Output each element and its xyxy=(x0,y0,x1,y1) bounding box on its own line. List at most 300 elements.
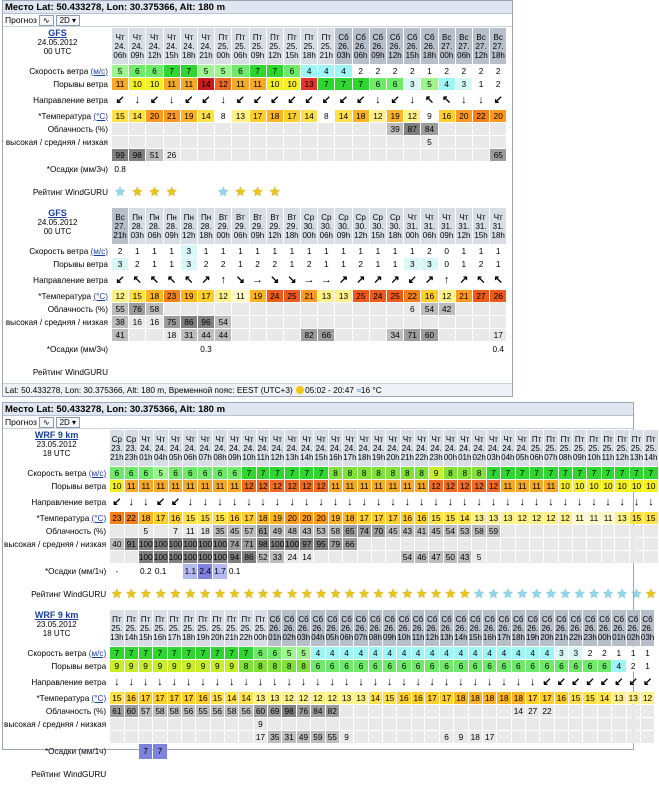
date-dates-text: 25. xyxy=(211,623,223,633)
wind-gust-cell: 13 xyxy=(301,78,317,90)
arrow-icon: ↓ xyxy=(461,93,467,106)
cloud-cell: 45 xyxy=(228,525,241,537)
precipitation-cell xyxy=(354,744,367,759)
wind-speed-cell: 6 xyxy=(110,467,123,479)
cloud-cell: 38 xyxy=(112,316,128,328)
cloud-cell xyxy=(297,718,310,730)
star-icon: ★ xyxy=(387,586,399,601)
wind-speed-cell: 0 xyxy=(439,245,455,257)
date-hours-text: 02h xyxy=(282,632,296,642)
wrf-forecast-panel xyxy=(2,402,658,779)
wind-direction-label xyxy=(4,91,111,109)
wind-direction-cell xyxy=(440,673,453,691)
forecast-tab[interactable]: Прогноз xyxy=(5,417,37,427)
date-days-text: Пт xyxy=(241,614,251,624)
cloud-cell: 39 xyxy=(387,123,403,135)
wind-gust-label xyxy=(4,258,111,270)
wind-direction-label-text: Направление ветра xyxy=(33,95,108,105)
date-days-text: Чт xyxy=(230,434,240,444)
precipitation-row xyxy=(4,162,506,177)
date-days-text: Чт xyxy=(517,434,527,444)
date-hours-text: 14h xyxy=(454,632,468,642)
precipitation-cell xyxy=(301,162,317,177)
wind-gust-cell: 9 xyxy=(211,660,224,672)
cloud-cell xyxy=(439,316,455,328)
date-dates-text: 27. xyxy=(492,41,504,51)
date-hours-text: 18h xyxy=(285,230,299,240)
temperature-cell: 18 xyxy=(146,290,162,302)
temperature-label-unit-link[interactable]: (°C) xyxy=(91,693,107,703)
rating-cell xyxy=(387,358,403,386)
wind-direction-cell xyxy=(154,493,168,511)
cloud-cell: 100 xyxy=(285,538,300,549)
cloud-cell: 42 xyxy=(439,303,455,315)
precipitation-cell xyxy=(630,564,643,579)
precipitation-cell xyxy=(615,564,628,579)
precipitation-cell xyxy=(182,744,195,759)
cloud-cell xyxy=(343,551,356,563)
wind-speed-cell: 7 xyxy=(257,467,270,479)
rating-cell xyxy=(211,760,224,788)
wind-speed-cell: 5 xyxy=(112,65,128,77)
date-days-text: Ср xyxy=(321,212,332,222)
date-hours-text: 19h xyxy=(526,632,540,642)
precipitation-cell xyxy=(540,744,553,759)
wind-direction-cell xyxy=(239,673,252,691)
arrow-icon: ↖ xyxy=(424,93,435,106)
date-dates-text: 24. xyxy=(131,41,143,51)
model-hour: 18 UTC xyxy=(42,629,71,638)
star-icon: ★ xyxy=(588,586,600,601)
precipitation-cell xyxy=(329,564,342,579)
wind-speed-cell: 5 xyxy=(297,647,310,659)
precipitation-label-text: *Осадки (мм/1ч) xyxy=(44,567,107,576)
cloud-cell: 71 xyxy=(404,329,420,341)
wind-direction-cell xyxy=(198,271,214,289)
wind-speed-cell: 7 xyxy=(242,467,255,479)
temperature-cell: 17 xyxy=(372,512,385,524)
rating-cell xyxy=(354,760,367,788)
cloud-cell xyxy=(198,123,214,135)
temperature-label-unit-link[interactable]: (°C) xyxy=(93,111,108,121)
cloud-cell: 58 xyxy=(472,525,485,537)
precipitation-cell xyxy=(497,744,510,759)
date-days-text: Чт xyxy=(201,32,211,42)
precipitation-cell xyxy=(267,162,283,177)
date-cell xyxy=(242,430,255,466)
precipitation-cell xyxy=(215,162,231,177)
date-days-text: Сб xyxy=(372,32,384,42)
model-link[interactable]: GFS xyxy=(48,208,67,218)
precipitation-cell xyxy=(270,564,284,579)
wind-direction-cell xyxy=(301,91,317,109)
wind-direction-cell xyxy=(353,271,369,289)
rating-cell xyxy=(110,580,123,608)
date-days-text: Чт xyxy=(442,212,452,222)
date-days-text: Сб xyxy=(283,614,295,624)
cloud-cell xyxy=(644,538,657,550)
temperature-label-unit-link[interactable]: (°C) xyxy=(93,291,108,301)
date-cell xyxy=(110,610,123,646)
date-days-text: Пт xyxy=(603,434,613,444)
cloud-cell xyxy=(168,718,181,730)
arrow-icon: ↓ xyxy=(315,675,321,688)
date-cell xyxy=(154,430,168,466)
cloud-cell xyxy=(267,329,283,341)
cloud-cell: 65 xyxy=(343,525,356,537)
location-footer xyxy=(3,383,512,396)
cloud-cell xyxy=(425,705,438,717)
rating-cell xyxy=(512,760,525,788)
arrow-icon: ↓ xyxy=(404,495,411,508)
precipitation-cell xyxy=(587,564,600,579)
date-dates-text: 25. xyxy=(254,623,266,633)
cloud-cell xyxy=(429,538,442,550)
wind-direction-cell xyxy=(129,271,145,289)
chart-icon[interactable]: ∿ xyxy=(39,15,54,26)
date-hours-text: 03h xyxy=(296,632,311,642)
precipitation-cell xyxy=(146,342,162,357)
date-hours-text: 08h xyxy=(558,452,572,462)
wind-direction-cell xyxy=(372,493,385,511)
star-icon: ★ xyxy=(502,586,514,601)
date-cell xyxy=(512,610,525,646)
date-hours-text: 03h xyxy=(336,50,351,60)
wind-direction-cell xyxy=(421,91,437,109)
cloud-cell xyxy=(473,149,489,161)
wind-direction-cell xyxy=(181,271,197,289)
star-icon: ★ xyxy=(372,586,385,601)
star-icon: ★ xyxy=(458,586,471,601)
precipitation-cell: 7 xyxy=(153,744,166,759)
date-days-text: Пт xyxy=(198,614,208,624)
cloud-cell xyxy=(598,718,611,730)
wind-direction-cell xyxy=(282,673,295,691)
date-dates-text: 26. xyxy=(598,623,611,633)
cloud-cell xyxy=(314,551,327,563)
date-cell xyxy=(318,28,334,64)
cloud-cell: 100 xyxy=(168,538,183,549)
wind-gust-cell: 10 xyxy=(573,480,586,492)
arrow-icon: ↖ xyxy=(493,273,503,286)
date-days-text: Сб xyxy=(269,614,280,624)
date-dates-text: 26. xyxy=(641,623,654,633)
arrow-icon: ↓ xyxy=(157,675,163,688)
cloud-cell: 94 xyxy=(228,551,241,563)
cloud-cell xyxy=(439,123,455,135)
arrow-icon: ↖ xyxy=(167,273,177,286)
cloud-cell xyxy=(612,718,625,730)
location-header xyxy=(3,1,512,14)
cloud-cell: 54 xyxy=(401,551,414,563)
wind-direction-cell xyxy=(456,271,472,289)
cloud-cell: 53 xyxy=(314,525,327,537)
cloud-cell xyxy=(146,136,162,148)
wind-speed-cell: 1 xyxy=(370,245,386,257)
date-dates-text: 26. xyxy=(283,623,295,633)
wind-speed-cell: 8 xyxy=(472,467,485,479)
date-cell xyxy=(182,610,195,646)
wind-speed-cell: 4 xyxy=(497,647,510,659)
cloud-cell xyxy=(439,329,455,341)
star-icon: ★ xyxy=(473,586,485,601)
date-dates-text: 24. xyxy=(257,443,269,453)
arrow-icon: ↓ xyxy=(462,495,468,508)
view-select[interactable]: 2D ▾ xyxy=(56,417,80,428)
date-hours-text: 15h xyxy=(285,50,299,60)
star-icon: ★ xyxy=(234,184,247,199)
cloud-cell xyxy=(516,538,529,550)
temperature-cell: 13 xyxy=(501,512,514,524)
cloud-cell: 96 xyxy=(198,316,214,328)
precipitation-cell xyxy=(242,564,255,579)
date-days-text: Пт xyxy=(212,614,223,624)
date-hours-text: 10h xyxy=(587,452,601,462)
cloud-cell: 17 xyxy=(490,329,506,341)
temperature-cell: 14 xyxy=(369,692,382,704)
temperature-cell: 15 xyxy=(213,512,227,524)
date-cell xyxy=(343,430,356,466)
date-cell xyxy=(415,430,428,466)
date-dates-text: 26. xyxy=(297,623,310,633)
cloud-cell xyxy=(129,123,145,135)
rating-cell xyxy=(146,358,162,386)
rating-cell xyxy=(569,760,582,788)
wind-gust-cell: 6 xyxy=(397,660,410,672)
rating-cell xyxy=(112,358,128,386)
rating-cell xyxy=(146,178,162,206)
date-days-text: Пт xyxy=(304,32,314,42)
wind-speed-cell: 1 xyxy=(335,245,351,257)
cloud-cell xyxy=(612,731,625,743)
date-cell xyxy=(335,28,351,64)
cloud-low-row xyxy=(4,329,506,341)
cloud-cell xyxy=(198,136,214,148)
cloud-cell xyxy=(644,551,657,563)
precipitation-cell xyxy=(644,564,657,579)
wind-speed-cell: 7 xyxy=(516,467,529,479)
wind-speed-cell: 4 xyxy=(340,647,353,659)
cloud-cell xyxy=(198,303,214,315)
date-dates-text: 23. xyxy=(111,443,123,453)
rating-cell xyxy=(326,760,339,788)
temperature-cell: 17 xyxy=(153,692,166,704)
cloud-cell: 45 xyxy=(386,525,399,537)
date-dates-text: 27. xyxy=(475,41,487,51)
wind-gust-cell: 7 xyxy=(335,78,351,90)
temperature-cell: 17 xyxy=(358,512,371,524)
date-days-text: Сб xyxy=(312,614,324,624)
model-link[interactable]: WRF 9 km xyxy=(34,610,79,620)
arrow-icon: ↙ xyxy=(338,93,349,106)
star-icon: ★ xyxy=(430,586,442,601)
model-link[interactable]: GFS xyxy=(48,28,67,38)
temperature-cell: 12 xyxy=(215,290,231,302)
date-hours-text: 09h xyxy=(383,632,397,642)
date-days-text: Чт xyxy=(149,32,159,42)
date-cell xyxy=(641,610,654,646)
wind-direction-cell xyxy=(512,673,525,691)
rating-cell xyxy=(343,580,356,608)
date-days-text: Ср xyxy=(372,212,384,222)
cloud-cell: 95 xyxy=(314,538,327,550)
date-dates-text: 24. xyxy=(516,443,528,453)
date-dates-text: 30. xyxy=(320,221,332,231)
date-cell xyxy=(612,610,625,646)
cloud-cell xyxy=(182,731,195,743)
rating-cell xyxy=(314,580,327,608)
wind-gust-row xyxy=(4,480,658,492)
precipitation-cell xyxy=(169,564,183,579)
date-cell xyxy=(239,610,252,646)
wind-gust-cell: 10 xyxy=(615,480,628,492)
chart-icon[interactable]: ∿ xyxy=(39,417,54,428)
date-dates-text: 26. xyxy=(269,623,281,633)
wind-speed-label-unit-link[interactable]: (м/с) xyxy=(88,468,107,478)
cloud-cell: 33 xyxy=(270,551,284,563)
date-cell xyxy=(153,610,166,646)
temperature-cell: 14 xyxy=(225,692,238,704)
arrow-icon: ↓ xyxy=(633,495,640,508)
wind-speed-cell: 4 xyxy=(440,647,453,659)
temperature-cell: 14 xyxy=(239,692,252,704)
cloud-low-row xyxy=(4,731,654,743)
rating-cell xyxy=(458,580,471,608)
wind-direction-cell xyxy=(559,493,572,511)
date-cell xyxy=(198,208,214,244)
wind-speed-label-unit-link[interactable]: (м/с) xyxy=(88,648,107,658)
rating-cell xyxy=(612,760,625,788)
wind-direction-cell xyxy=(383,673,396,691)
wind-direction-cell xyxy=(285,493,299,511)
cloud-cell: 11 xyxy=(183,525,197,537)
temperature-cell: 16 xyxy=(415,512,428,524)
arrow-icon: ↓ xyxy=(401,675,407,688)
arrow-icon: ↓ xyxy=(304,495,310,508)
wind-gust-cell: 12 xyxy=(429,480,442,492)
cloud-cell xyxy=(125,731,138,743)
wind-gust-cell: 6 xyxy=(354,660,367,672)
cloud-label xyxy=(4,123,111,135)
cloud-cell: 41 xyxy=(415,525,428,537)
wind-direction-cell xyxy=(490,271,506,289)
wind-speed-cell: 6 xyxy=(125,467,138,479)
temperature-cell: 16 xyxy=(169,512,183,524)
wind-speed-cell: 1 xyxy=(353,245,369,257)
date-cell xyxy=(314,430,327,466)
star-icon: ★ xyxy=(214,586,226,601)
temperature-cell: 13 xyxy=(254,692,267,704)
date-days-text: Сб xyxy=(628,614,639,624)
star-icon: ★ xyxy=(125,586,138,601)
date-cell xyxy=(129,28,145,64)
view-select-value: 2D xyxy=(59,417,70,427)
precipitation-label xyxy=(4,744,109,759)
cloud-cell: 5 xyxy=(139,525,153,537)
temperature-cell: 15 xyxy=(110,692,123,704)
wind-direction-cell xyxy=(439,271,455,289)
arrow-icon: ↙ xyxy=(235,93,246,106)
rating-cell xyxy=(425,760,438,788)
cloud-cell: 69 xyxy=(268,705,281,717)
date-days-text: Пт xyxy=(218,32,228,42)
wind-direction-row xyxy=(4,91,506,109)
temperature-cell: 13 xyxy=(627,692,640,704)
wind-gust-cell: 6 xyxy=(311,660,324,672)
date-hours-text: 00h xyxy=(439,50,454,60)
date-days-text: Пт xyxy=(169,614,179,624)
date-dates-text: 24. xyxy=(301,443,313,453)
temperature-cell: 17 xyxy=(168,692,181,704)
wind-direction-cell xyxy=(415,493,428,511)
cloud-cell xyxy=(301,123,317,135)
wind-gust-cell: 10 xyxy=(110,480,123,492)
date-hours-text: 00h xyxy=(253,632,268,642)
cloud-cell xyxy=(369,705,382,717)
cloud-cell xyxy=(282,718,295,730)
date-hours-text: 06h xyxy=(113,50,127,60)
date-cell xyxy=(257,430,270,466)
date-dates-text: 24. xyxy=(315,443,327,453)
wind-direction-cell xyxy=(540,673,553,691)
wind-speed-cell: 3 xyxy=(569,647,582,659)
wind-gust-cell: 1 xyxy=(641,660,654,672)
wind-direction-cell xyxy=(125,673,138,691)
date-hours-text: 18h xyxy=(511,632,525,642)
wind-gust-cell: 6 xyxy=(412,660,425,672)
view-select[interactable]: 2D ▾ xyxy=(56,15,80,26)
temperature-label-unit-link[interactable]: (°C) xyxy=(91,513,107,523)
date-hours-text: 14h xyxy=(300,452,314,462)
rating-cell xyxy=(404,178,420,206)
date-cell xyxy=(318,208,334,244)
rating-cell xyxy=(421,358,437,386)
temperature-cell: 20 xyxy=(314,512,327,524)
wind-speed-label xyxy=(4,647,109,659)
cloud-cell xyxy=(383,705,396,717)
date-header-row xyxy=(4,208,506,244)
cloud-cell xyxy=(196,718,209,730)
cloud-cell: 22 xyxy=(540,705,553,717)
wind-speed-cell: 3 xyxy=(555,647,568,659)
temperature-cell: 14 xyxy=(129,110,145,122)
wind-speed-label-unit-link[interactable]: (м/с) xyxy=(90,246,108,256)
wind-speed-label-unit-link[interactable]: (м/с) xyxy=(90,66,108,76)
forecast-tab[interactable]: Прогноз xyxy=(5,15,37,25)
cloud-label-text: Облачность (%) xyxy=(47,304,108,314)
wind-gust-cell: 3 xyxy=(456,78,472,90)
wind-speed-cell: 4 xyxy=(412,647,425,659)
precipitation-cell xyxy=(383,744,396,759)
cloud-cell xyxy=(415,538,428,550)
date-hours-text: 09h xyxy=(130,50,144,60)
wind-speed-cell: 7 xyxy=(211,647,224,659)
cloud-cell xyxy=(386,538,399,550)
wind-gust-cell: 12 xyxy=(215,78,231,90)
date-dates-text: 25. xyxy=(269,41,281,51)
date-days-text: Сб xyxy=(384,614,395,624)
model-link[interactable]: WRF 9 km xyxy=(34,430,79,440)
cloud-cell: 60 xyxy=(421,329,437,341)
date-dates-text: 26. xyxy=(512,623,524,633)
star-icon: ★ xyxy=(516,586,529,601)
precipitation-row xyxy=(4,564,658,579)
cloud-cell xyxy=(573,525,586,537)
temperature-row xyxy=(4,290,506,302)
wind-gust-cell: 3 xyxy=(404,258,420,270)
date-cell xyxy=(215,208,231,244)
date-days-text: Пн xyxy=(200,212,212,222)
